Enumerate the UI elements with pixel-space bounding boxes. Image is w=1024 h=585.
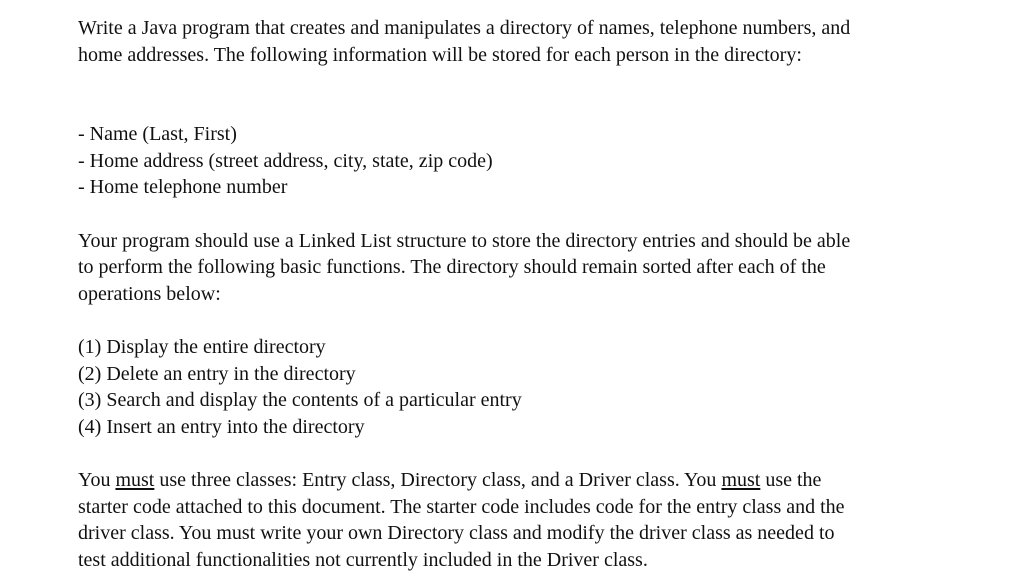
requirements-line: to perform the following basic functions. The directory should remain sorted after each of the [78,256,826,279]
list-item: (3) Search and display the contents of a particular entry [78,389,522,412]
operations-list [78,334,978,440]
spacer [78,68,978,121]
list-item: - Name (Last, First) [78,123,237,146]
document-body [78,15,978,573]
spacer [78,440,978,467]
classes-line: test additional functionalities not currently included in the Driver class. [78,548,648,571]
spacer [78,201,978,228]
requirements-line: operations below: [78,282,221,305]
list-item: (1) Display the entire directory [78,335,326,358]
text-run: You [78,468,116,491]
emphasis-must: must [721,468,761,491]
text-run: use the [760,468,822,491]
intro-line: home addresses. The following information will be stored for each person in the directory: [78,43,802,66]
emphasis-must: must [115,468,155,491]
intro-line: Write a Java program that creates and manipulates a directory of names, telephone numbers, and [78,17,851,39]
classes-line [78,467,978,494]
spacer [78,307,978,334]
fields-list [78,121,978,201]
requirements-paragraph [78,228,978,308]
list-item: (2) Delete an entry in the directory [78,362,356,385]
classes-line: driver class. You must write your own Directory class and modify the driver class as needed to [78,522,835,545]
list-item: (4) Insert an entry into the directory [78,415,365,438]
list-item: - Home address (street address, city, state, zip code) [78,149,493,172]
classes-paragraph [78,467,978,573]
requirements-line: Your program should use a Linked List structure to store the directory entries and should be able [78,229,851,252]
classes-line: starter code attached to this document. The starter code includes code for the entry class and the [78,495,845,518]
text-run: use three classes: Entry class, Directory class, and a Driver class. You [154,468,722,491]
intro-paragraph [78,15,978,68]
list-item: - Home telephone number [78,176,288,199]
